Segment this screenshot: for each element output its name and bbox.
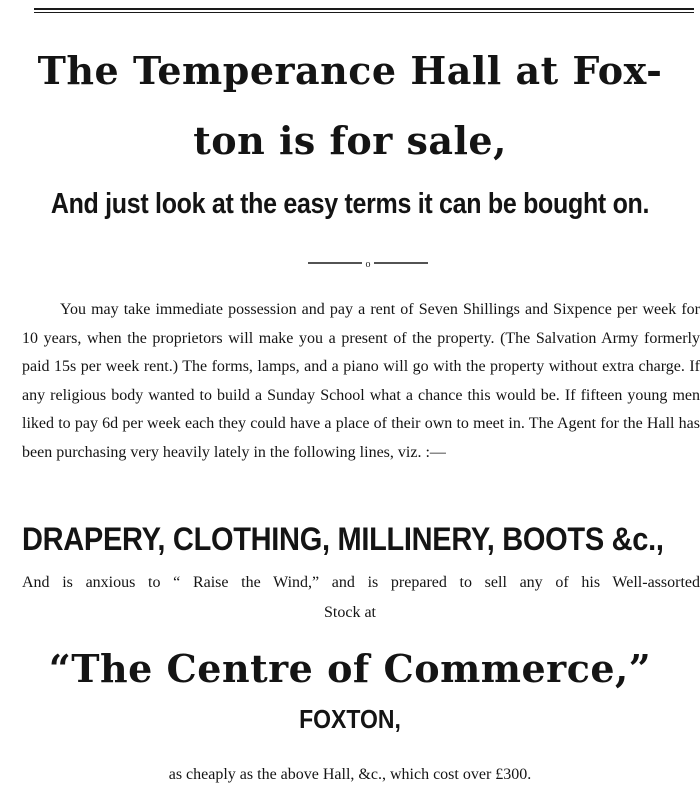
- body-paragraph: You may take immediate possession and pay a rent of Seven Shillings and Sixpence per week for 10 years, when the proprietors will make you a present of the property. (The Salvation Army formerly paid 15s per week rent.) The forms, lamps, and a piano will go with the property without extra charge. If any religious body wanted to build a Sunday School what a chance this would be. If fifteen young men liked to pay 6d per week each they could have a place of their own to meet in. The Agent for the Hall has been purchasing very heavily lately in the following lines, viz. :—: [22, 301, 700, 461]
- headline-line-2: ton is for sale,: [193, 118, 507, 163]
- town-name: FOXTON,: [299, 704, 401, 734]
- top-rule: [34, 8, 694, 13]
- goods-line: DRAPERY, CLOTHING, MILLINERY, BOOTS &c.,: [22, 522, 664, 558]
- subheadline: And just look at the easy terms it can be bought on.: [50, 187, 650, 221]
- store-name: “The Centre of Commerce,”: [48, 646, 652, 691]
- headline-line-1: The Temperance Hall at Fox-: [37, 48, 663, 93]
- divider-mark: o: [365, 259, 371, 269]
- stock-line: Stock at: [324, 604, 376, 621]
- ornamental-divider: [308, 257, 428, 269]
- closing-line: as cheaply as the above Hall, &c., which cost over £300.: [168, 766, 532, 783]
- anxious-line: And is anxious to “ Raise the Wind,” and is prepared to sell any of his Well-assorted: [22, 574, 700, 591]
